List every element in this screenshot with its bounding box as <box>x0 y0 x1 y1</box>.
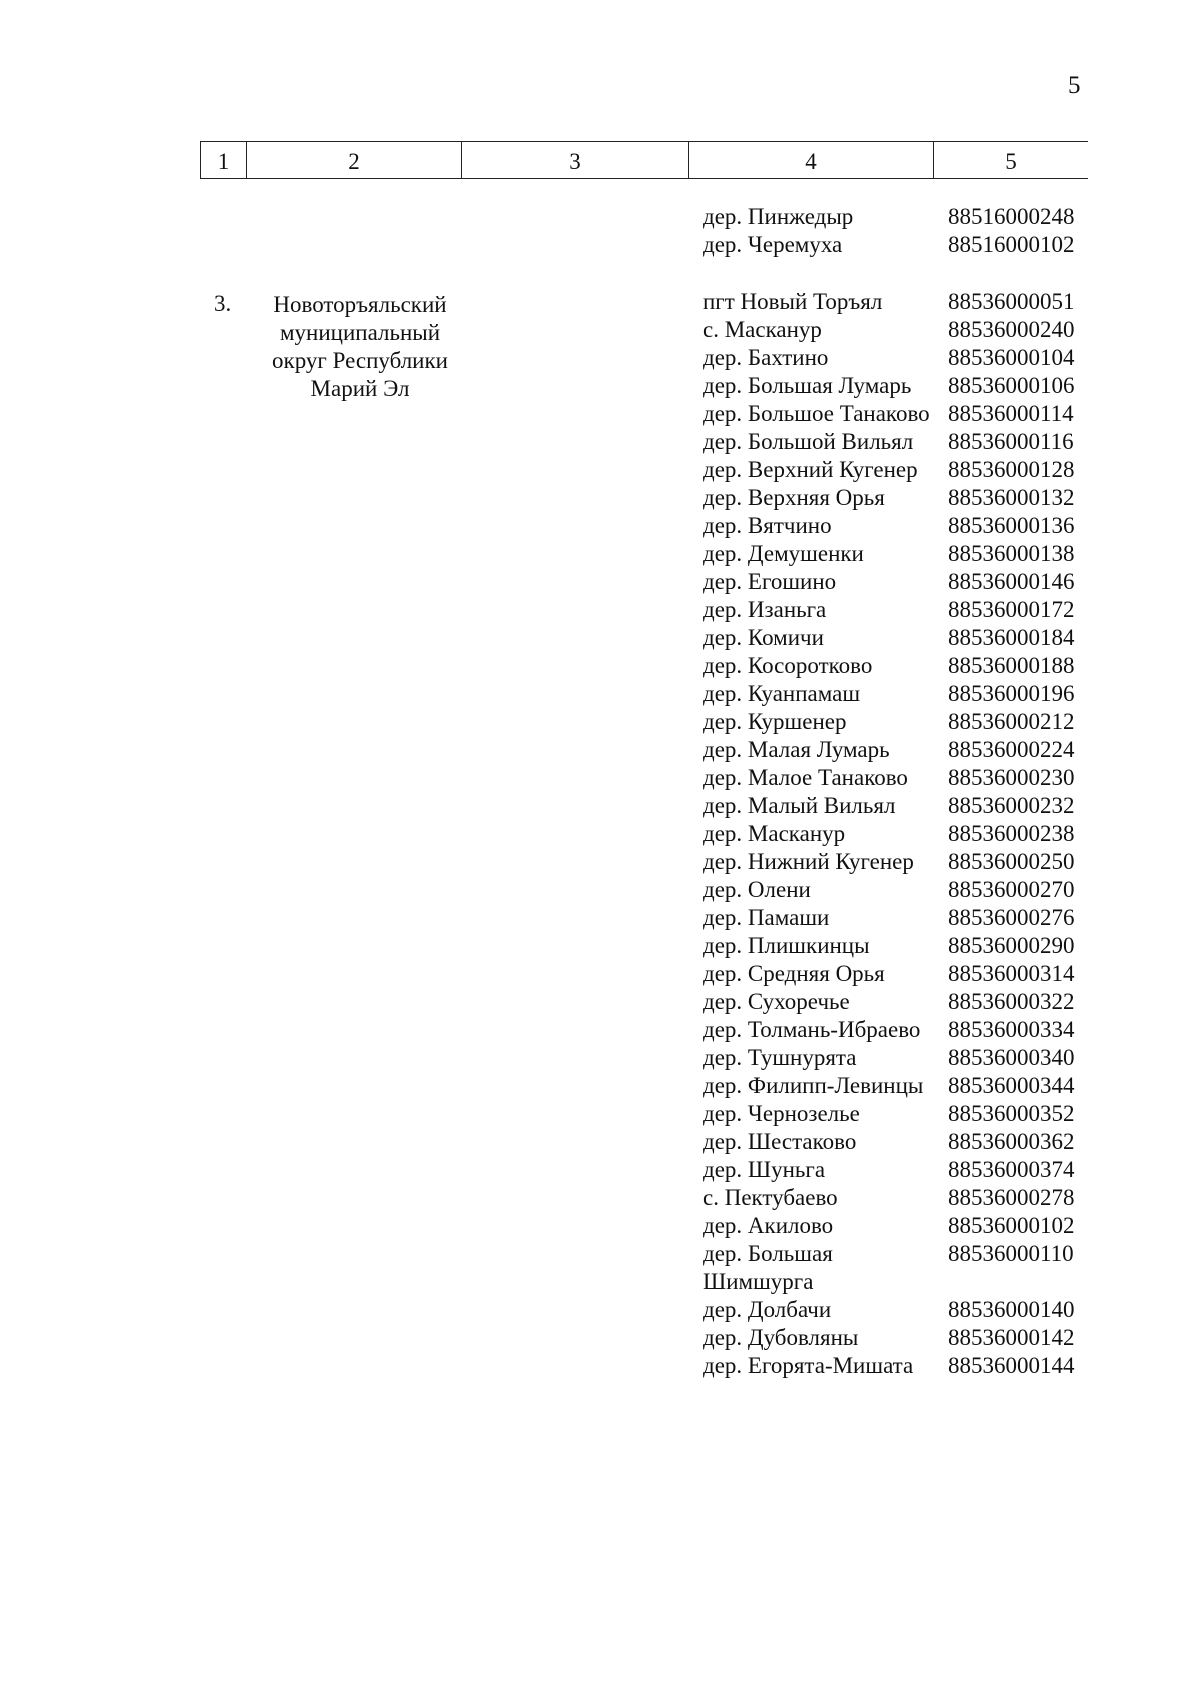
settlement-row <box>703 652 1093 680</box>
settlement-code: 88536000278 <box>948 1185 1075 1210</box>
municipality-name-line: Новоторъяльский <box>273 292 447 317</box>
settlement-row <box>703 344 1093 372</box>
settlement-name: дер. Куршенер <box>703 709 847 734</box>
settlement-name: дер. Комичи <box>703 625 824 650</box>
settlement-row <box>703 1352 1093 1380</box>
settlement-name: дер. Шестаково <box>703 1129 857 1154</box>
settlement-code: 88536000290 <box>948 933 1075 958</box>
settlement-row <box>703 1184 1093 1212</box>
settlement-code: 88536000224 <box>948 737 1075 762</box>
settlement-code: 88536000232 <box>948 793 1075 818</box>
settlement-name: дер. Акилово <box>703 1213 834 1238</box>
settlement-row <box>703 540 1093 568</box>
settlement-name: дер. Нижний Кугенер <box>703 849 914 874</box>
settlement-name: дер. Дубовляны <box>703 1325 859 1350</box>
settlement-code: 88536000132 <box>948 485 1075 510</box>
settlement-name: дер. Большое Танаково <box>703 401 930 426</box>
settlement-row <box>703 1128 1093 1156</box>
settlement-row <box>703 1296 1093 1324</box>
settlement-row <box>703 316 1093 344</box>
settlement-name: дер. Бахтино <box>703 345 829 370</box>
column-header-3: 3 <box>462 142 689 178</box>
settlement-row <box>703 708 1093 736</box>
settlement-row <box>703 1156 1093 1184</box>
settlement-code: 88536000146 <box>948 569 1075 594</box>
settlement-row <box>703 848 1093 876</box>
settlement-name: с. Масканур <box>703 317 822 342</box>
settlement-name: дер. Вятчино <box>703 513 832 538</box>
settlement-name: дер. Верхний Кугенер <box>703 457 918 482</box>
settlement-code: 88536000340 <box>948 1045 1075 1070</box>
municipality-name-line: муниципальный <box>279 320 441 345</box>
column-header-4: 4 <box>689 142 934 178</box>
settlement-code: 88536000344 <box>948 1073 1075 1098</box>
settlement-row <box>703 428 1093 456</box>
settlement-code: 88536000240 <box>948 317 1075 342</box>
settlement-code: 88536000104 <box>948 345 1075 370</box>
settlement-code: 88536000362 <box>948 1129 1075 1154</box>
page-number: 5 <box>1068 72 1081 99</box>
settlement-code: 88516000102 <box>948 232 1075 257</box>
settlement-name: дер. Малая Лумарь <box>703 737 890 762</box>
settlement-name: дер. Большой Вильял <box>703 429 914 454</box>
settlement-row <box>703 512 1093 540</box>
column-header-5: 5 <box>1005 149 1017 174</box>
settlement-row <box>703 876 1093 904</box>
settlement-row <box>703 484 1093 512</box>
settlement-name: дер. Толмань-Ибраево <box>703 1017 921 1042</box>
column-header-1: 1 <box>200 142 247 178</box>
settlement-name: дер. Долбачи <box>703 1297 832 1322</box>
settlement-row <box>703 988 1093 1016</box>
settlement-code: 88536000116 <box>948 429 1074 454</box>
settlement-row <box>703 372 1093 400</box>
settlement-row <box>703 568 1093 596</box>
settlement-code: 88536000352 <box>948 1101 1075 1126</box>
settlement-row <box>703 764 1093 792</box>
settlement-row <box>703 736 1093 764</box>
settlement-name: дер. Косоротково <box>703 653 873 678</box>
settlement-code: 88536000136 <box>948 513 1075 538</box>
municipality-name-line: округ Республики <box>272 348 448 373</box>
settlement-name: дер. Масканур <box>703 821 846 846</box>
settlement-code: 88536000238 <box>948 821 1075 846</box>
settlement-row <box>703 1240 1093 1296</box>
settlement-name: пгт Новый Торъял <box>703 289 883 314</box>
settlement-name: дер. Егошино <box>703 569 837 594</box>
settlement-row <box>703 1100 1093 1128</box>
settlement-row <box>703 1044 1093 1072</box>
settlement-code: 88536000144 <box>948 1353 1075 1378</box>
settlement-name: дер. Егорята-Мишата <box>703 1353 914 1378</box>
settlement-name: дер. Шуньга <box>703 1157 826 1182</box>
settlement-name: дер. Изаньга <box>703 597 827 622</box>
column-header-2: 2 <box>247 142 462 178</box>
settlement-name: дер. Плишкинцы <box>703 933 870 958</box>
settlement-name: дер. Пинжедыр <box>703 204 854 229</box>
settlement-row <box>703 203 1093 231</box>
settlement-name: дер. Большая Шимшурга <box>703 1241 833 1294</box>
settlement-code: 88536000114 <box>948 401 1074 426</box>
settlement-row <box>703 231 1093 259</box>
continued-settlement-list <box>703 203 1093 259</box>
settlement-code: 88536000322 <box>948 989 1075 1014</box>
settlement-name: дер. Тушнурята <box>703 1045 857 1070</box>
settlement-code: 88516000248 <box>948 204 1075 229</box>
settlement-code: 88536000230 <box>948 765 1075 790</box>
municipality-name <box>250 291 470 403</box>
settlement-code: 88536000276 <box>948 905 1075 930</box>
settlement-code: 88536000110 <box>948 1241 1074 1266</box>
settlement-code: 88536000128 <box>948 457 1075 482</box>
settlement-row <box>703 400 1093 428</box>
settlement-name: дер. Верхняя Орья <box>703 485 885 510</box>
settlement-name: дер. Чернозелье <box>703 1101 860 1126</box>
settlement-name: дер. Малый Вильял <box>703 793 896 818</box>
settlement-row <box>703 904 1093 932</box>
settlement-code: 88536000188 <box>948 653 1075 678</box>
settlement-name: дер. Филипп-Левинцы <box>703 1073 924 1098</box>
settlement-row <box>703 456 1093 484</box>
settlement-row <box>703 1324 1093 1352</box>
settlement-code: 88536000184 <box>948 625 1075 650</box>
settlement-name: дер. Памаши <box>703 905 830 930</box>
settlement-row <box>703 680 1093 708</box>
settlement-row <box>703 1072 1093 1100</box>
settlement-row <box>703 624 1093 652</box>
settlement-code: 88536000138 <box>948 541 1075 566</box>
settlement-code: 88536000314 <box>948 961 1075 986</box>
settlement-name: дер. Большая Лумарь <box>703 373 912 398</box>
settlement-code: 88536000102 <box>948 1213 1075 1238</box>
settlement-row <box>703 792 1093 820</box>
settlement-row <box>703 820 1093 848</box>
settlement-name: дер. Демушенки <box>703 541 864 566</box>
settlement-row <box>703 932 1093 960</box>
row-number: 3. <box>214 291 232 316</box>
settlement-name: дер. Средняя Орья <box>703 961 885 986</box>
settlement-list <box>703 288 1093 1380</box>
settlement-code: 88536000142 <box>948 1325 1075 1350</box>
settlement-name: дер. Сухоречье <box>703 989 850 1014</box>
settlement-name: с. Пектубаево <box>703 1185 838 1210</box>
settlement-code: 88536000250 <box>948 849 1075 874</box>
settlement-code: 88536000334 <box>948 1017 1075 1042</box>
column-number-header <box>200 141 1088 179</box>
settlement-code: 88536000212 <box>948 709 1075 734</box>
municipality-name-line: Марий Эл <box>310 376 410 401</box>
settlement-name: дер. Черемуха <box>703 232 843 257</box>
settlement-code: 88536000140 <box>948 1297 1075 1322</box>
settlement-name: дер. Олени <box>703 877 811 902</box>
settlement-name: дер. Малое Танаково <box>703 765 908 790</box>
settlement-row <box>703 596 1093 624</box>
settlement-code: 88536000051 <box>948 289 1075 314</box>
settlement-row <box>703 1212 1093 1240</box>
settlement-row <box>703 288 1093 316</box>
settlement-name: дер. Куанпамаш <box>703 681 861 706</box>
settlement-row <box>703 960 1093 988</box>
settlement-code: 88536000374 <box>948 1157 1075 1182</box>
settlement-code: 88536000106 <box>948 373 1075 398</box>
settlement-code: 88536000270 <box>948 877 1075 902</box>
settlement-row <box>703 1016 1093 1044</box>
settlement-code: 88536000196 <box>948 681 1075 706</box>
settlement-code: 88536000172 <box>948 597 1075 622</box>
